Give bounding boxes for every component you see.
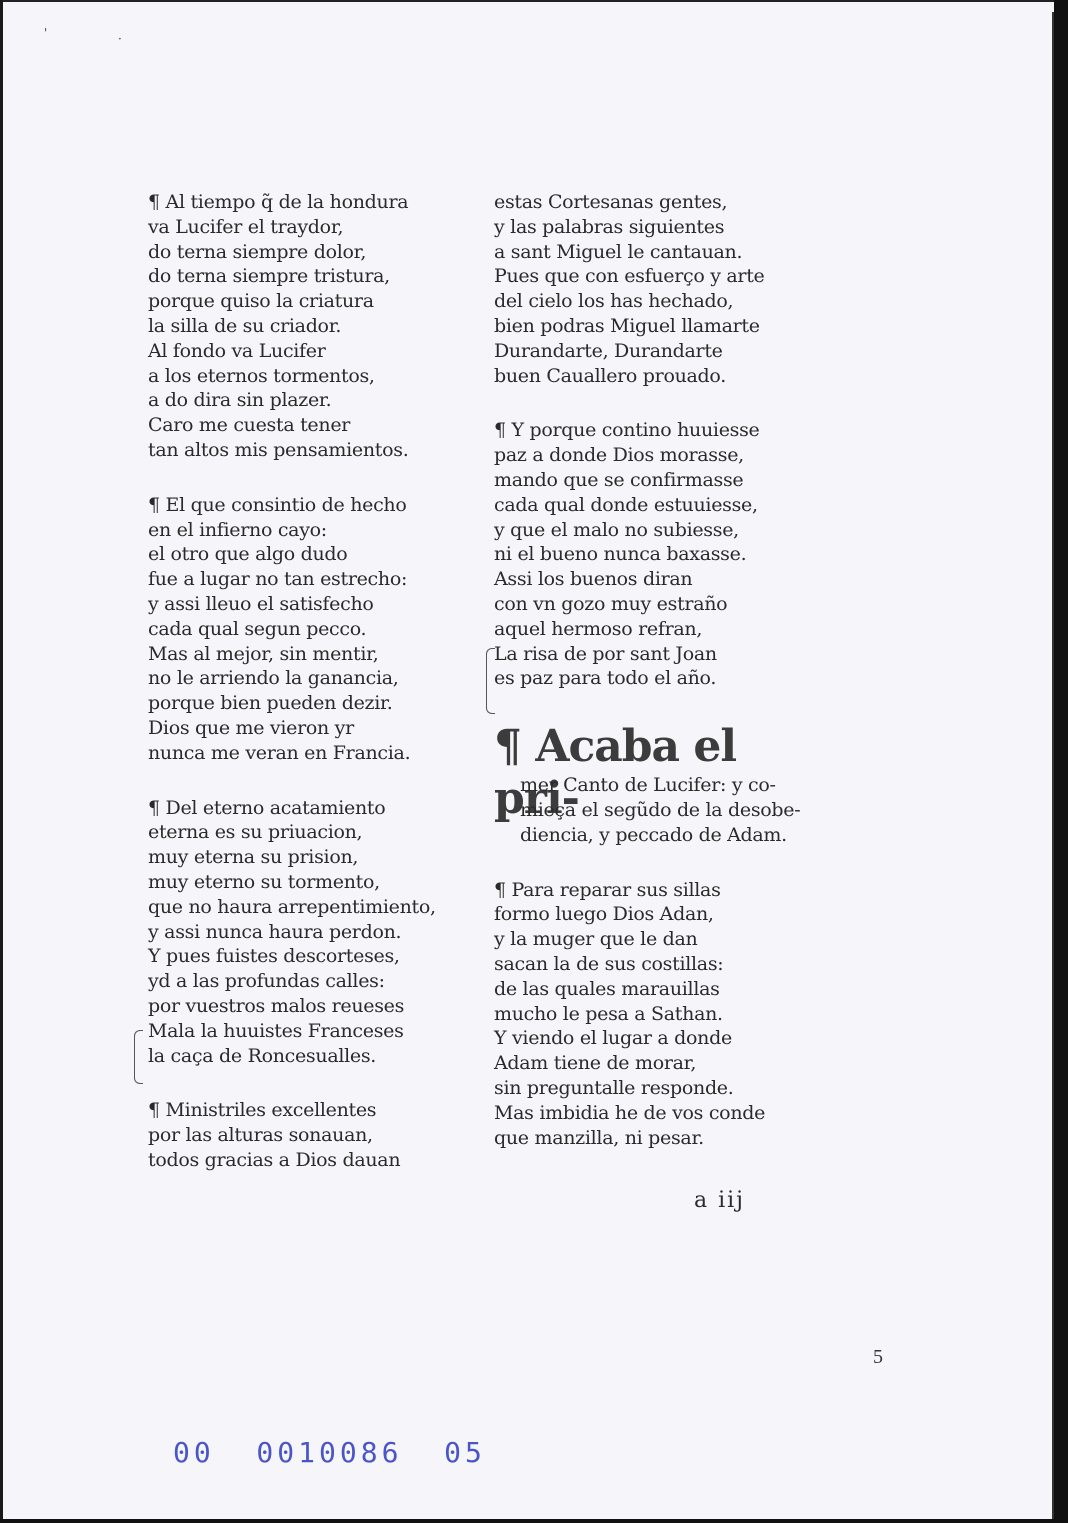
stanza (494, 878, 834, 1151)
heading-subline: diencia, y peccado de Adam. (520, 823, 787, 846)
verse-line: paz a donde Dios morasse, (494, 444, 744, 467)
verse-line: ni el bueno nunca baxasse. (494, 543, 747, 566)
verse-line: Mala la huuistes Franceses (148, 1019, 404, 1042)
heading-subline: mieça el segũdo de la desobe- (520, 798, 801, 821)
verse-line: y assi lleuo el satisfecho (148, 592, 374, 615)
page-number: 5 (873, 1346, 883, 1368)
verse-line: mucho le pesa a Sathan. (494, 1002, 723, 1025)
verse-line: la silla de su criador. (148, 314, 342, 337)
verse-line: en el infierno cayo: (148, 518, 327, 541)
verse-line: formo luego Dios Adan, (494, 903, 714, 926)
verse-line: Y pues fuistes descorteses, (148, 945, 400, 968)
verse-line: Al fondo va Lucifer (148, 339, 326, 362)
signature-mark: a iij (694, 1188, 746, 1213)
verse-line: todos gracias a Dios dauan (148, 1148, 401, 1171)
verse-line: por vuestros malos reueses (148, 994, 405, 1017)
verse-line: Assi los buenos diran (494, 568, 693, 591)
verse-line: nunca me veran en Francia. (148, 741, 411, 764)
verse-line: y las palabras siguientes (494, 215, 725, 238)
dust-speck: · (118, 32, 122, 46)
verse-line: sacan la de sus costillas: (494, 952, 724, 975)
verse-line: cada qual donde estuuiesse, (494, 493, 758, 516)
verse-line: Mas al mejor, sin mentir, (148, 642, 379, 665)
verse-line: del cielo los has hechado, (494, 290, 734, 313)
margin-bracket (486, 648, 495, 714)
verse-line: yd a las profundas calles: (148, 970, 385, 993)
right-column (494, 190, 834, 1180)
verse-line: que no haura arrepentimiento, (148, 895, 436, 918)
verse-line: va Lucifer el traydor, (148, 215, 344, 238)
verse-line: Dios que me vieron yr (148, 716, 354, 739)
stanza (148, 493, 488, 766)
verse-line: tan altos mis pensamientos. (148, 438, 409, 461)
verse-line: Pues que con esfuerço y arte (494, 265, 765, 288)
verse-line: Y viendo el lugar a donde (494, 1027, 732, 1050)
verse-line: muy eterno su tormento, (148, 870, 380, 893)
verse-line: Adam tiene de morar, (494, 1052, 697, 1075)
stanza (148, 796, 488, 1069)
verse-line: y la muger que le dan (494, 928, 698, 951)
stanza (148, 1098, 488, 1172)
verse-line: sin preguntalle responde. (494, 1076, 734, 1099)
section-heading: ¶ Acaba el pri- (494, 721, 737, 825)
verse-line: estas Cortesanas gentes, (494, 191, 728, 213)
verse-line: no le arriendo la ganancia, (148, 667, 399, 690)
verse-line: el otro que algo dudo (148, 543, 348, 566)
stanza (494, 418, 834, 691)
verse-line: cada qual segun pecco. (148, 617, 367, 640)
verse-line: muy eterna su prision, (148, 846, 359, 869)
verse-line: aquel hermoso refran, (494, 617, 703, 640)
verse-line: ¶ El que consintio de hecho (148, 493, 407, 516)
verse-line: es paz para todo el año. (494, 667, 717, 690)
verse-line: do terna siempre tristura, (148, 265, 390, 288)
verse-line: que manzilla, ni pesar. (494, 1126, 704, 1149)
verse-line: ¶ Al tiempo q̃ de la hondura (148, 191, 409, 213)
verse-line: Caro me cuesta tener (148, 414, 351, 437)
verse-line: con vn gozo muy estraño (494, 592, 728, 615)
verse-line: Mas imbidia he de vos conde (494, 1101, 766, 1124)
verse-line: bien podras Miguel llamarte (494, 314, 760, 337)
verse-line: La risa de por sant Joan (494, 642, 717, 665)
heading-subline: mer Canto de Lucifer: y co- (520, 774, 776, 797)
verse-line: mando que se confirmasse (494, 468, 744, 491)
verse-line: porque bien pueden dezir. (148, 692, 393, 715)
verse-line: la caça de Roncesualles. (148, 1044, 377, 1067)
scan-border-bottom (0, 1519, 1068, 1523)
verse-line: y que el malo no subiesse, (494, 518, 739, 541)
scan-border-right (1054, 0, 1068, 1523)
verse-line: ¶ Del eterno acatamiento (148, 796, 386, 819)
verse-line: ¶ Para reparar sus sillas (494, 878, 721, 901)
dust-speck: ' (44, 26, 48, 40)
verse-line: y assi nunca haura perdon. (148, 920, 402, 943)
verse-line: fue a lugar no tan estrecho: (148, 568, 408, 591)
stanza (148, 190, 488, 463)
scan-border-top (0, 0, 1068, 2)
scan-border-right-inner (1052, 12, 1054, 1523)
verse-line: porque quiso la criatura (148, 290, 374, 313)
verse-line: buen Cauallero prouado. (494, 364, 726, 387)
section-heading-block (494, 721, 834, 847)
verse-line: ¶ Y porque contino huuiesse (494, 419, 760, 442)
archive-barcode-number: 00 0010086 05 (173, 1436, 486, 1469)
verse-line: por las alturas sonauan, (148, 1124, 373, 1147)
verse-line: a sant Miguel le cantauan. (494, 240, 743, 263)
verse-line: a do dira sin plazer. (148, 389, 332, 412)
left-column (148, 190, 488, 1203)
verse-line: eterna es su priuacion, (148, 821, 363, 844)
verse-line: de las quales marauillas (494, 977, 720, 1000)
margin-bracket (134, 1030, 143, 1084)
scan-border-left (0, 0, 3, 1523)
verse-line: ¶ Ministriles excellentes (148, 1099, 377, 1122)
verse-line: do terna siempre dolor, (148, 240, 367, 263)
verse-line: Durandarte, Durandarte (494, 339, 723, 362)
stanza (494, 190, 834, 388)
verse-line: a los eternos tormentos, (148, 364, 375, 387)
